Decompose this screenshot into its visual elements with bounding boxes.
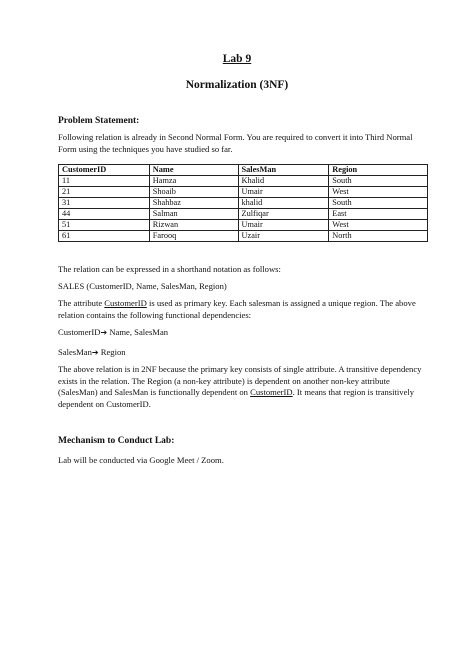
table-cell: Shoaib bbox=[149, 187, 238, 198]
table-cell: 21 bbox=[59, 187, 150, 198]
table-cell: West bbox=[329, 187, 428, 198]
table-cell: South bbox=[329, 176, 428, 187]
table-cell: khalid bbox=[238, 198, 329, 209]
paragraph-text: The attribute bbox=[58, 298, 105, 308]
column-header-region: Region bbox=[329, 165, 428, 176]
table-cell: Salman bbox=[149, 209, 238, 220]
table-cell: Shahbaz bbox=[149, 198, 238, 209]
table-cell: Farooq bbox=[149, 231, 238, 242]
table-cell: East bbox=[329, 209, 428, 220]
primary-key-paragraph bbox=[58, 298, 428, 321]
fd-lhs: CustomerID bbox=[58, 327, 101, 337]
functional-dependency-2 bbox=[58, 347, 428, 359]
table-cell: Rizwan bbox=[149, 220, 238, 231]
table-cell: North bbox=[329, 231, 428, 242]
table-row bbox=[59, 220, 428, 231]
right-arrow-icon: ➔ bbox=[100, 328, 108, 337]
sales-relation-table bbox=[58, 164, 428, 242]
table-row bbox=[59, 176, 428, 187]
table-row bbox=[59, 209, 428, 220]
column-header-name: Name bbox=[149, 165, 238, 176]
table-cell: Zulfiqar bbox=[238, 209, 329, 220]
shorthand-intro: The relation can be expressed in a shorthand notation as follows: bbox=[58, 264, 281, 274]
functional-dependency-1 bbox=[58, 327, 428, 339]
primary-key-term: CustomerID bbox=[104, 298, 147, 308]
document-subtitle: Normalization (3NF) bbox=[185, 79, 289, 91]
table-cell: Khalid bbox=[238, 176, 329, 187]
table-cell: 31 bbox=[59, 198, 150, 209]
shorthand-notation: SALES (CustomerID, Name, SalesMan, Region) bbox=[58, 281, 227, 291]
table-cell: Umair bbox=[238, 220, 329, 231]
table-row bbox=[59, 187, 428, 198]
table-row bbox=[59, 231, 428, 242]
right-arrow-icon: ➔ bbox=[91, 348, 99, 357]
table-cell: Hamza bbox=[149, 176, 238, 187]
column-header-customerid: CustomerID bbox=[59, 165, 150, 176]
lab-title: Lab 9 bbox=[222, 53, 252, 65]
table-header-row bbox=[59, 165, 428, 176]
mechanism-text: Lab will be conducted via Google Meet / Zoom. bbox=[58, 455, 224, 465]
paragraph-text: . It means that region is transitively dependent on CustomerID. bbox=[58, 387, 415, 409]
column-header-salesman: SalesMan bbox=[238, 165, 329, 176]
table-cell: 51 bbox=[59, 220, 150, 231]
intro-paragraph: Following relation is already in Second Normal Form. You are required to convert it into Third Normal Form using the techniques you have studied so far. bbox=[58, 132, 413, 154]
table-cell: 11 bbox=[59, 176, 150, 187]
table-cell: South bbox=[329, 198, 428, 209]
fd-lhs: SalesMan bbox=[58, 347, 92, 357]
problem-statement-heading: Problem Statement: bbox=[58, 116, 140, 126]
paragraph-text: is used as primary key. Each salesman is assigned a unique region. The above relation contains the following functional dependencies: bbox=[58, 298, 416, 320]
explanation-paragraph bbox=[58, 364, 428, 410]
table-cell: West bbox=[329, 220, 428, 231]
table-cell: 44 bbox=[59, 209, 150, 220]
fd-rhs: Name, SalesMan bbox=[107, 327, 169, 337]
primary-key-term: CustomerID bbox=[250, 387, 293, 397]
fd-rhs: Region bbox=[98, 347, 126, 357]
table-cell: Uzair bbox=[238, 231, 329, 242]
mechanism-heading: Mechanism to Conduct Lab: bbox=[58, 436, 175, 446]
table-cell: Umair bbox=[238, 187, 329, 198]
table-row bbox=[59, 198, 428, 209]
table-cell: 61 bbox=[59, 231, 150, 242]
paragraph-text: The above relation is in 2NF because the primary key consists of single attribute. A transitive dependency exists in the relation. The Region (a non-key attribute) is dependent on another non-key attribute (SalesMan) and SalesMan is functionally dependent on bbox=[58, 364, 422, 397]
